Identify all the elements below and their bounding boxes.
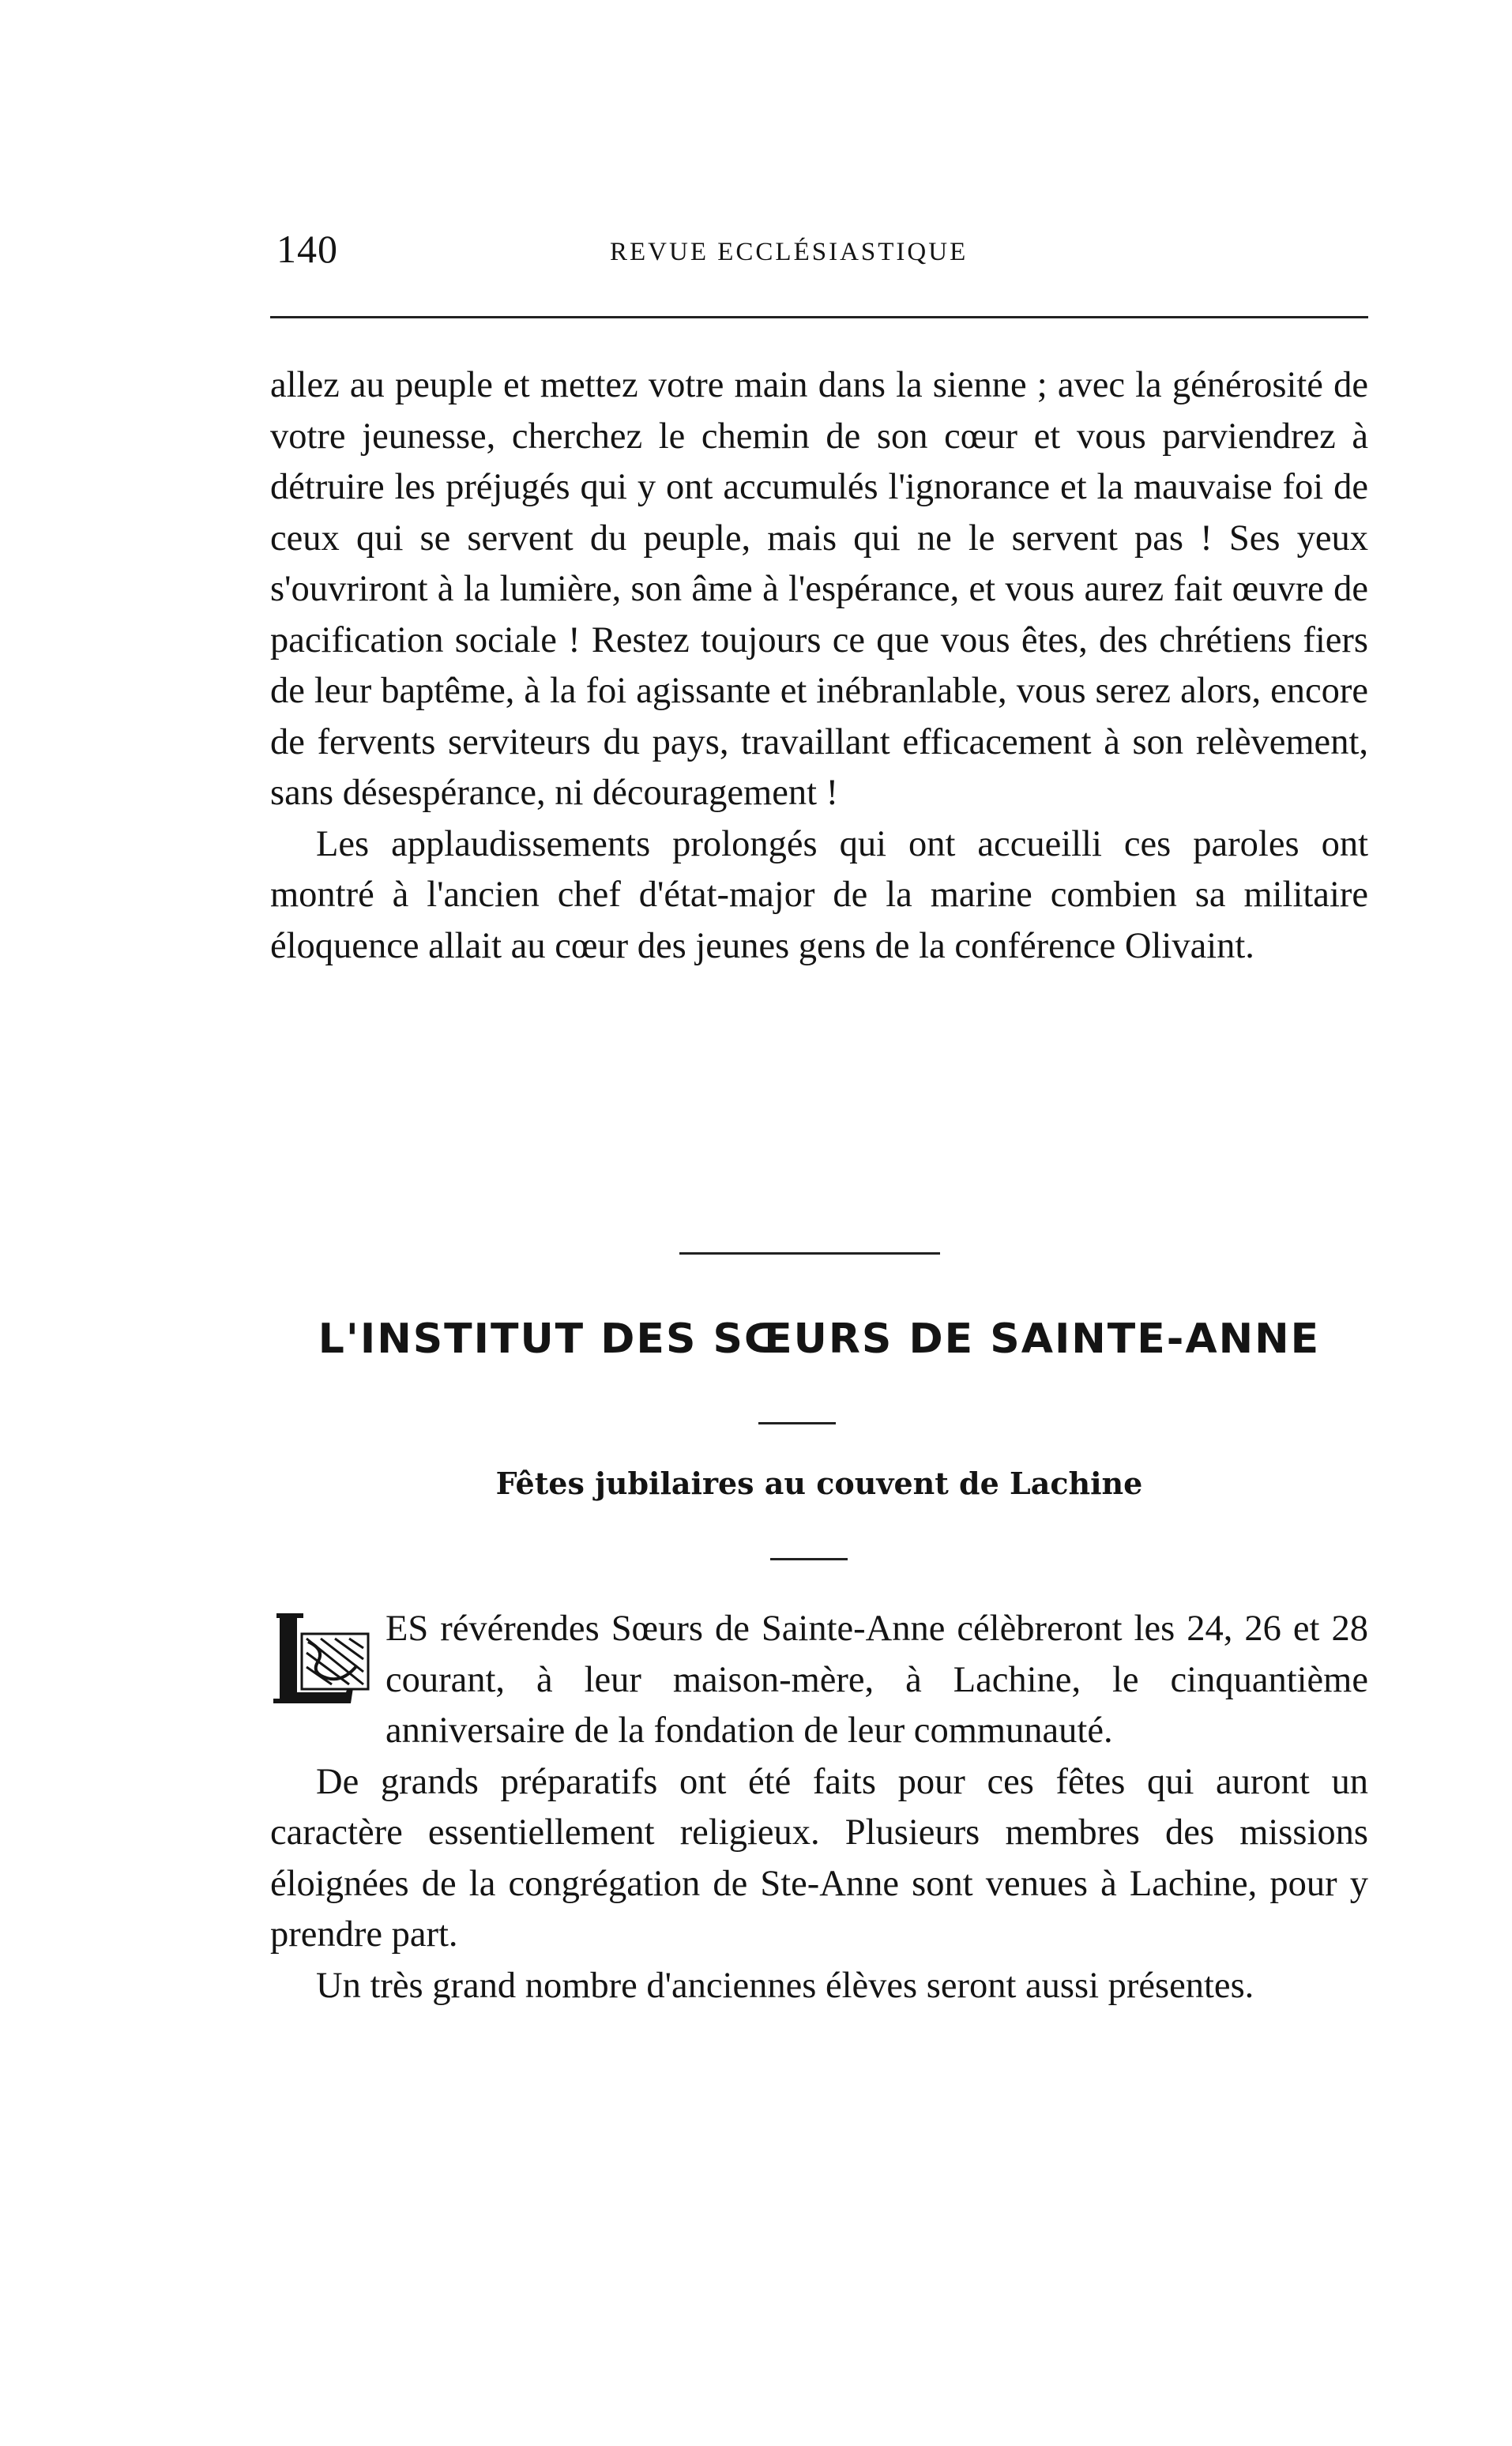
decorated-drop-cap-icon (270, 1610, 374, 1707)
article-paragraph-2: De grands préparatifs ont été faits pour ces fêtes qui auront un caractère essentiellement religieux. Plusieurs membres des missions éloignées de la congrégation de Ste-Anne sont venues à Lachine, pour y prendre part. (270, 1761, 1368, 1955)
header-rule (270, 316, 1368, 318)
continued-text (270, 360, 1368, 972)
title-rule (758, 1422, 836, 1424)
article-subtitle: Fêtes jubilaires au couvent de Lachine (495, 1466, 1143, 1501)
running-title: REVUE ECCLÉSIASTIQUE (610, 238, 969, 266)
running-head (270, 225, 1368, 273)
applause-paragraph: Les applaudissements prolongés qui ont accueilli ces paroles ont montré à l'ancien chef d'état-major de la marine combien sa militaire éloquence allait au cœur des jeunes gens de la conférence Olivaint. (270, 823, 1368, 966)
article-title: L'INSTITUT DES SŒURS DE SAINTE-ANNE (318, 1315, 1321, 1363)
section-separator-rule (679, 1252, 940, 1255)
page-number: 140 (276, 227, 338, 271)
continued-paragraph: allez au peuple et mettez votre main dans la sienne ; avec la générosité de votre jeunesse, cherchez le chemin de son cœur et vous parviendrez à détruire les préjugés qui y ont accumulés l'ignorance et la mauvaise foi de ceux qui se servent du peuple, mais qui ne le servent pas ! Ses yeux s'ouvriront à la lumière, son âme à l'espérance, et vous aurez fait œuvre de pacification sociale ! Restez toujours ce que vous êtes, des chrétiens fiers de leur baptême, à la foi agissante et inébranlable, vous serez alors, encore de fervents serviteurs du pays, travaillant efficacement à son relèvement, sans désespérance, ni découragement ! (270, 365, 1368, 813)
article-body (270, 1604, 1368, 2011)
article-paragraph-1 (270, 1604, 1368, 1757)
article-paragraph-1-text: ES révérendes Sœurs de Sainte-Anne célèbreront les 24, 26 et 28 courant, à leur maison-mère, à Lachine, le cinquantième anniversaire de la fondation de leur communauté. (386, 1609, 1368, 1751)
article-paragraph-3: Un très grand nombre d'anciennes élèves seront aussi présentes. (316, 1965, 1254, 2006)
subtitle-rule (770, 1558, 848, 1560)
